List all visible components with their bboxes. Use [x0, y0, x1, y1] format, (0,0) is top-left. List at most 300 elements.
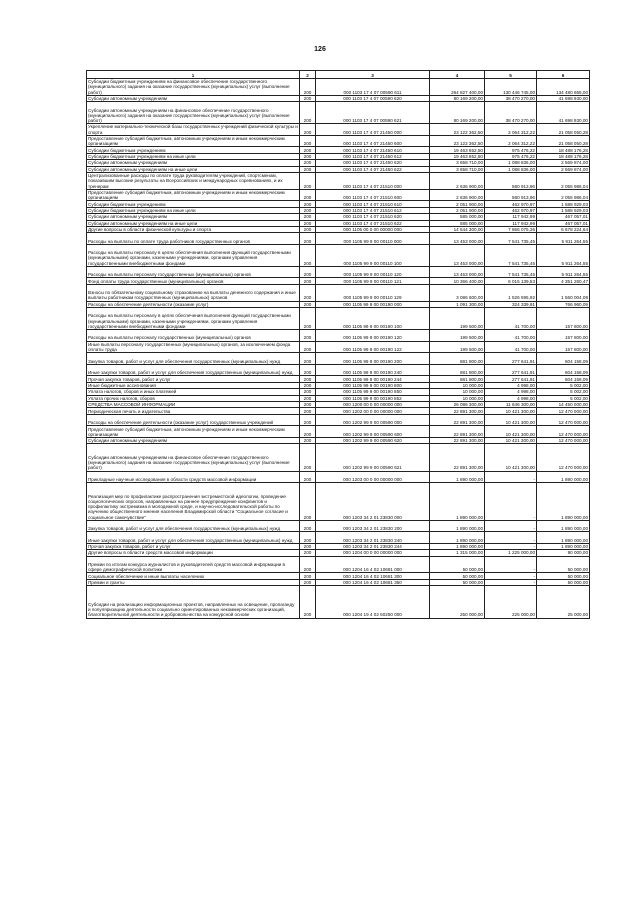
row-code-cell: 000 1204 16 4 02 10681 350: [316, 579, 430, 585]
table-row: [87, 124, 590, 136]
row-value-executed-cell: 117 942,99: [485, 220, 537, 226]
row-value-remaining-cell: 41 698 930,00: [537, 102, 590, 124]
row-org-cell: 200: [300, 244, 316, 266]
row-code-cell: 000 1103 17 4 07 00590 621: [316, 102, 430, 124]
row-value-executed-cell: 277 641,91: [485, 376, 537, 382]
row-code-cell: 000 1204 19 4 02 60250 000: [316, 586, 430, 618]
table-row: [87, 308, 590, 330]
row-code-cell: 000 1103 17 4 07 21510 620: [316, 214, 430, 220]
row-value-plan-cell: 22 891 300,00: [430, 444, 485, 471]
header-row: [87, 71, 590, 79]
row-code-cell: 000 1105 00 0 00 00000 000: [316, 226, 430, 232]
row-value-plan-cell: 22 891 300,00: [430, 408, 485, 414]
row-value-plan-cell: 50 000,00: [430, 579, 485, 585]
row-value-remaining-cell: 12 470 000,00: [537, 408, 590, 414]
row-value-plan-cell: 14 544 300,00: [430, 226, 485, 232]
row-value-plan-cell: 10 366 400,00: [430, 278, 485, 284]
row-name-cell: Расходы на выплаты персоналу в целях обеспечения выполнения функций государственными (муниципальными) органами, казенными учреждениями, органами управления государственными внебюджетными фондами: [87, 308, 300, 330]
row-name-cell: Субсидии на реализацию информационных проектов, направленных на освещение, пропаганду и популяризацию деятельности социально ориентированных некоммерческих организаций, благотворительной деятельности и добровольчества на конкурсной основе: [87, 586, 300, 618]
table-row: [87, 330, 590, 342]
table-row: [87, 244, 590, 266]
row-org-cell: 200: [300, 395, 316, 401]
row-value-plan-cell: 2 636 900,00: [430, 172, 485, 189]
row-name-cell: Предоставление субсидий бюджетным, автономным учреждениям и иным некоммерческим организациям: [87, 135, 300, 147]
table-row: [87, 266, 590, 278]
table-row: [87, 444, 590, 471]
row-org-cell: 200: [300, 573, 316, 579]
row-value-executed-cell: 1 526 595,92: [485, 284, 537, 301]
row-code-cell: 000 1204 16 4 02 10681 000: [316, 556, 430, 573]
row-code-cell: 000 1105 99 9 00 00110 121: [316, 278, 430, 284]
row-value-executed-cell: 41 700,00: [485, 308, 537, 330]
budget-table: [86, 70, 590, 619]
row-value-executed-cell: -: [485, 573, 537, 579]
row-name-cell: Социальное обеспечение и иные выплаты населению: [87, 573, 300, 579]
row-value-executed-cell: 975 476,22: [485, 153, 537, 159]
table-row: [87, 364, 590, 376]
row-value-plan-cell: 50 000,00: [430, 573, 485, 579]
row-value-remaining-cell: 157 800,00: [537, 341, 590, 353]
header-cell: 3: [316, 71, 430, 79]
row-org-cell: 200: [300, 135, 316, 147]
row-value-remaining-cell: 5 911 264,55: [537, 233, 590, 245]
row-org-cell: 200: [300, 364, 316, 376]
row-code-cell: 000 1103 17 4 07 21510 610: [316, 201, 430, 207]
row-value-executed-cell: -: [485, 483, 537, 521]
row-name-cell: Субсидии автономным учреждениям: [87, 95, 300, 101]
row-code-cell: 000 1105 99 9 00 00110 120: [316, 266, 430, 278]
row-value-plan-cell: 3 086 600,00: [430, 284, 485, 301]
row-value-remaining-cell: 604 158,09: [537, 376, 590, 382]
row-org-cell: 200: [300, 147, 316, 153]
row-value-executed-cell: -: [485, 471, 537, 483]
row-value-plan-cell: 1 890 000,00: [430, 471, 485, 483]
row-value-remaining-cell: 2 055 986,04: [537, 172, 590, 189]
row-name-cell: Закупка товаров, работ и услуг для обеспечения государственных (муниципальных) нужд: [87, 353, 300, 365]
row-org-cell: 200: [300, 471, 316, 483]
row-value-executed-cell: 2 064 312,22: [485, 135, 537, 147]
table-row: [87, 483, 590, 521]
row-code-cell: 000 1105 99 9 00 00110 100: [316, 244, 430, 266]
row-org-cell: 200: [300, 278, 316, 284]
row-name-cell: Субсидии автономным учреждениям: [87, 160, 300, 166]
row-value-plan-cell: 13 453 000,00: [430, 244, 485, 266]
row-value-remaining-cell: 467 057,01: [537, 214, 590, 220]
row-value-remaining-cell: 5 002,00: [537, 395, 590, 401]
row-value-plan-cell: 2 051 900,00: [430, 201, 485, 207]
row-org-cell: 200: [300, 266, 316, 278]
row-code-cell: 000 1203 34 2 01 23830 244: [316, 543, 430, 549]
row-org-cell: 200: [300, 532, 316, 544]
row-org-cell: 200: [300, 483, 316, 521]
row-code-cell: 000 1103 17 4 07 21450 612: [316, 153, 430, 159]
row-value-executed-cell: 10 421 300,00: [485, 408, 537, 414]
row-value-remaining-cell: 1 560 004,08: [537, 284, 590, 301]
row-org-cell: 200: [300, 124, 316, 136]
header-cell: 5: [485, 71, 537, 79]
row-name-cell: Премии и гранты: [87, 579, 300, 585]
row-value-remaining-cell: 2 569 874,00: [537, 166, 590, 172]
row-org-cell: 200: [300, 556, 316, 573]
page-number: 126: [314, 46, 326, 53]
row-code-cell: 000 1203 34 2 01 23830 200: [316, 520, 430, 532]
row-org-cell: 200: [300, 308, 316, 330]
row-value-executed-cell: 4 998,00: [485, 382, 537, 388]
row-value-executed-cell: -: [485, 543, 537, 549]
row-value-plan-cell: 1 890 000,00: [430, 520, 485, 532]
row-code-cell: 000 1203 34 2 01 23830 240: [316, 532, 430, 544]
row-value-executed-cell: 7 541 735,45: [485, 233, 537, 245]
row-org-cell: 200: [300, 79, 316, 96]
row-value-plan-cell: 22 891 300,00: [430, 437, 485, 443]
row-code-cell: 000 1200 00 0 00 00000 000: [316, 401, 430, 407]
row-code-cell: 000 1103 17 4 07 21510 612: [316, 207, 430, 213]
row-value-remaining-cell: 12 470 000,00: [537, 437, 590, 443]
row-name-cell: Фонд оплаты труда государственных (муниципальных) органов: [87, 278, 300, 284]
row-org-cell: 200: [300, 189, 316, 201]
row-value-plan-cell: 1 890 000,00: [430, 543, 485, 549]
row-name-cell: СРЕДСТВА МАССОВОЙ ИНФОРМАЦИИ: [87, 401, 300, 407]
row-name-cell: Закупка товаров, работ и услуг для обеспечения государственных (муниципальных) нужд: [87, 520, 300, 532]
row-value-remaining-cell: 12 470 000,00: [537, 444, 590, 471]
row-name-cell: Субсидии автономным учреждениям: [87, 437, 300, 443]
row-org-cell: 200: [300, 444, 316, 471]
row-name-cell: Централизованные расходы по оплате труда руководителям учреждений, спортсменам, показавшим высокие результаты на Всероссийских и международных соревнованиях, и их тренерам: [87, 172, 300, 189]
row-value-executed-cell: -: [485, 520, 537, 532]
row-value-remaining-cell: 2 055 986,04: [537, 189, 590, 201]
row-value-plan-cell: 2 051 900,00: [430, 207, 485, 213]
row-value-remaining-cell: 41 698 930,00: [537, 95, 590, 101]
row-org-cell: 200: [300, 220, 316, 226]
row-value-remaining-cell: 5 002,00: [537, 382, 590, 388]
row-value-executed-cell: -: [485, 532, 537, 544]
row-org-cell: 200: [300, 207, 316, 213]
row-value-executed-cell: 7 541 735,45: [485, 266, 537, 278]
row-org-cell: 200: [300, 95, 316, 101]
row-code-cell: 000 1105 99 9 00 00110 000: [316, 233, 430, 245]
row-value-executed-cell: 225 000,00: [485, 586, 537, 618]
row-value-plan-cell: 26 096 300,00: [430, 401, 485, 407]
row-value-plan-cell: 23 122 362,50: [430, 124, 485, 136]
row-code-cell: 000 1103 17 4 07 00590 620: [316, 95, 430, 101]
row-name-cell: Субсидии автономным учреждениям на иные цели: [87, 166, 300, 172]
row-value-executed-cell: 7 866 075,36: [485, 226, 537, 232]
row-code-cell: 000 1105 99 9 00 00190 000: [316, 301, 430, 307]
table-row: [87, 471, 590, 483]
row-value-executed-cell: 41 700,00: [485, 330, 537, 342]
row-value-plan-cell: 881 800,00: [430, 376, 485, 382]
row-value-remaining-cell: 5 911 264,55: [537, 266, 590, 278]
table-row: [87, 284, 590, 301]
row-value-plan-cell: 264 827 400,00: [430, 79, 485, 96]
row-value-plan-cell: 80 169 200,00: [430, 102, 485, 124]
row-code-cell: 000 1103 17 4 07 21510 000: [316, 172, 430, 189]
row-name-cell: Предоставление субсидий бюджетным, автономным учреждениям и иным некоммерческим организациям: [87, 426, 300, 438]
row-value-executed-cell: 1 225 000,00: [485, 550, 537, 556]
row-value-remaining-cell: 766 960,09: [537, 301, 590, 307]
row-code-cell: 000 1202 99 9 00 00590 600: [316, 426, 430, 438]
row-name-cell: Уплата прочих налогов, сборов: [87, 395, 300, 401]
row-org-cell: 200: [300, 376, 316, 382]
row-value-executed-cell: 4 998,00: [485, 389, 537, 395]
table-row: [87, 556, 590, 573]
table-row: [87, 341, 590, 353]
row-value-plan-cell: 3 658 710,00: [430, 166, 485, 172]
row-value-executed-cell: 117 942,99: [485, 214, 537, 220]
row-value-executed-cell: 462 970,97: [485, 201, 537, 207]
row-value-remaining-cell: 18 488 176,28: [537, 153, 590, 159]
row-name-cell: Субсидии бюджетным учреждениям на иные цели: [87, 153, 300, 159]
row-value-plan-cell: 10 000,00: [430, 389, 485, 395]
row-code-cell: 000 1103 17 4 07 21450 622: [316, 166, 430, 172]
row-value-plan-cell: 585 000,00: [430, 214, 485, 220]
row-value-plan-cell: 80 169 200,00: [430, 95, 485, 101]
row-name-cell: Прочая закупка товаров, работ и услуг: [87, 376, 300, 382]
row-value-plan-cell: 1 890 000,00: [430, 532, 485, 544]
row-name-cell: Расходы на обеспечение деятельности (оказание услуг) государственных учреждений: [87, 414, 300, 426]
table-body: [87, 79, 590, 619]
row-org-cell: 200: [300, 389, 316, 395]
table-row: [87, 135, 590, 147]
row-org-cell: 200: [300, 153, 316, 159]
row-value-remaining-cell: 18 488 176,28: [537, 147, 590, 153]
row-value-executed-cell: -: [485, 579, 537, 585]
row-code-cell: 000 1105 99 9 00 00190 244: [316, 376, 430, 382]
row-value-executed-cell: 277 641,91: [485, 364, 537, 376]
row-value-plan-cell: 10 000,00: [430, 382, 485, 388]
row-value-plan-cell: 881 800,00: [430, 353, 485, 365]
row-org-cell: 200: [300, 586, 316, 618]
row-name-cell: Уплата налогов, сборов и иных платежей: [87, 389, 300, 395]
row-name-cell: Субсидии автономным учреждениям на иные цели: [87, 220, 300, 226]
row-name-cell: Предоставление субсидий бюджетным, автономным учреждениям и иным некоммерческим организациям: [87, 189, 300, 201]
row-code-cell: 000 1105 99 9 00 00190 200: [316, 353, 430, 365]
row-org-cell: 200: [300, 426, 316, 438]
row-value-remaining-cell: 1 890 000,00: [537, 471, 590, 483]
row-code-cell: 000 1103 17 4 07 21510 600: [316, 189, 430, 201]
row-value-plan-cell: 199 500,00: [430, 308, 485, 330]
row-code-cell: 000 1103 17 4 07 21450 600: [316, 135, 430, 147]
row-value-executed-cell: 1 088 836,00: [485, 166, 537, 172]
row-value-remaining-cell: 25 000,00: [537, 586, 590, 618]
row-org-cell: 200: [300, 401, 316, 407]
row-org-cell: 200: [300, 550, 316, 556]
table-row: [87, 233, 590, 245]
row-value-remaining-cell: 14 450 000,00: [537, 401, 590, 407]
table-row: [87, 79, 590, 96]
row-value-remaining-cell: 604 158,09: [537, 364, 590, 376]
table-row: [87, 353, 590, 365]
row-code-cell: 000 1105 99 9 00 00190 800: [316, 382, 430, 388]
row-code-cell: 000 1105 99 9 00 00190 850: [316, 389, 430, 395]
row-value-remaining-cell: 604 158,09: [537, 353, 590, 365]
row-code-cell: 000 1103 17 4 07 00590 611: [316, 79, 430, 96]
row-value-plan-cell: 23 122 362,50: [430, 135, 485, 147]
header-cell: 1: [87, 71, 300, 79]
row-org-cell: 200: [300, 172, 316, 189]
row-value-remaining-cell: 5 002,00: [537, 389, 590, 395]
row-code-cell: 000 1105 99 9 00 00190 100: [316, 308, 430, 330]
row-value-executed-cell: 975 476,22: [485, 147, 537, 153]
row-name-cell: Премии по итогам конкурса журналистов и руководителей средств массовой информации в сфере демографической политики: [87, 556, 300, 573]
row-name-cell: Субсидии бюджетным учреждениям: [87, 147, 300, 153]
row-value-plan-cell: 585 000,00: [430, 220, 485, 226]
row-name-cell: Реализация мер по профилактике распространения экстремистской идеологии, проведение социологических опросов, направленных на раннее предупреждение конфликтов и профилактику экстремизма в молодежной среде, и научно-исследовательской работы по изучению общественного мнения населения Владимирской области "Социальное согласие и социальное самочувствие": [87, 483, 300, 521]
row-value-remaining-cell: 12 470 000,00: [537, 426, 590, 438]
row-org-cell: 200: [300, 102, 316, 124]
row-org-cell: 200: [300, 437, 316, 443]
row-code-cell: 000 1202 99 9 00 00590 621: [316, 444, 430, 471]
row-name-cell: Другие вопросы в области средств массовой информации: [87, 550, 300, 556]
row-value-executed-cell: 462 970,97: [485, 207, 537, 213]
row-value-plan-cell: 3 658 710,00: [430, 160, 485, 166]
row-value-executed-cell: 10 421 300,00: [485, 444, 537, 471]
row-value-remaining-cell: 5 911 264,55: [537, 244, 590, 266]
table-row: [87, 172, 590, 189]
row-value-remaining-cell: 50 000,00: [537, 556, 590, 573]
row-org-cell: 200: [300, 160, 316, 166]
row-org-cell: 200: [300, 579, 316, 585]
row-value-remaining-cell: 1 890 000,00: [537, 532, 590, 544]
row-org-cell: 200: [300, 214, 316, 220]
row-value-executed-cell: 580 913,96: [485, 189, 537, 201]
row-value-remaining-cell: 134 480 655,00: [537, 79, 590, 96]
row-value-remaining-cell: 21 058 050,28: [537, 124, 590, 136]
row-value-remaining-cell: 12 470 000,00: [537, 414, 590, 426]
row-value-plan-cell: 50 000,00: [430, 556, 485, 573]
row-name-cell: Периодическая печать и издательства: [87, 408, 300, 414]
row-org-cell: 200: [300, 414, 316, 426]
row-name-cell: Прикладные научные исследования в области средств массовой информации: [87, 471, 300, 483]
row-value-remaining-cell: 50 000,00: [537, 573, 590, 579]
row-org-cell: 200: [300, 284, 316, 301]
row-value-plan-cell: 13 453 000,00: [430, 266, 485, 278]
row-value-executed-cell: 10 421 300,00: [485, 426, 537, 438]
row-value-remaining-cell: 21 058 050,28: [537, 135, 590, 147]
row-value-executed-cell: 2 064 312,22: [485, 124, 537, 136]
row-name-cell: Субсидии автономным учреждениям: [87, 214, 300, 220]
row-value-executed-cell: 324 339,91: [485, 301, 537, 307]
row-org-cell: 200: [300, 520, 316, 532]
row-code-cell: 000 1202 00 0 00 00000 000: [316, 408, 430, 414]
row-name-cell: Субсидии автономным учреждениям на финансовое обеспечение государственного (муниципального) задания на оказание государственных (муниципальных) услуг (выполнение работ): [87, 102, 300, 124]
row-org-cell: 200: [300, 353, 316, 365]
row-value-plan-cell: 10 000,00: [430, 395, 485, 401]
row-name-cell: Расходы на выплаты персоналу государственных (муниципальных) органов: [87, 330, 300, 342]
row-value-executed-cell: 7 541 735,45: [485, 244, 537, 266]
row-code-cell: 000 1103 17 4 07 21450 000: [316, 124, 430, 136]
table-row: [87, 102, 590, 124]
row-value-executed-cell: 1 088 836,00: [485, 160, 537, 166]
row-org-cell: 200: [300, 166, 316, 172]
row-value-plan-cell: 1 091 300,00: [430, 301, 485, 307]
row-org-cell: 200: [300, 233, 316, 245]
row-name-cell: Субсидии бюджетным учреждениям: [87, 201, 300, 207]
row-name-cell: Иные выплаты персоналу государственных (муниципальных) органов, за исключением фонда оплаты труда: [87, 341, 300, 353]
row-code-cell: 000 1105 99 9 00 00190 852: [316, 395, 430, 401]
row-value-plan-cell: 13 453 000,00: [430, 233, 485, 245]
row-code-cell: 000 1203 00 0 00 00000 000: [316, 471, 430, 483]
row-value-remaining-cell: 1 890 000,00: [537, 483, 590, 521]
row-value-plan-cell: 2 636 900,00: [430, 189, 485, 201]
row-value-remaining-cell: 1 588 929,03: [537, 201, 590, 207]
row-name-cell: Другие вопросы в области физической культуры и спорта: [87, 226, 300, 232]
row-value-plan-cell: 22 891 300,00: [430, 414, 485, 426]
row-org-cell: 200: [300, 408, 316, 414]
row-value-executed-cell: 580 913,96: [485, 172, 537, 189]
row-value-plan-cell: 250 000,00: [430, 586, 485, 618]
row-code-cell: 000 1204 16 4 02 10681 300: [316, 573, 430, 579]
row-value-plan-cell: 199 500,00: [430, 341, 485, 353]
row-value-remaining-cell: 4 351 260,47: [537, 278, 590, 284]
row-value-executed-cell: 130 446 745,00: [485, 79, 537, 96]
row-value-executed-cell: 11 646 300,00: [485, 401, 537, 407]
table-row: [87, 586, 590, 618]
row-value-remaining-cell: 6 678 224,64: [537, 226, 590, 232]
row-name-cell: Прочая закупка товаров, работ и услуг: [87, 543, 300, 549]
row-org-cell: 200: [300, 341, 316, 353]
row-code-cell: 000 1103 17 4 07 21510 622: [316, 220, 430, 226]
table-row: [87, 426, 590, 438]
row-value-remaining-cell: 467 057,01: [537, 220, 590, 226]
row-value-remaining-cell: 1 588 929,03: [537, 207, 590, 213]
row-value-executed-cell: 10 421 300,00: [485, 414, 537, 426]
row-value-executed-cell: 38 470 270,00: [485, 95, 537, 101]
table-row: [87, 520, 590, 532]
row-value-plan-cell: 19 463 652,50: [430, 147, 485, 153]
row-value-remaining-cell: 1 890 000,00: [537, 543, 590, 549]
row-org-cell: 200: [300, 201, 316, 207]
row-value-plan-cell: 1 890 000,00: [430, 483, 485, 521]
row-name-cell: Расходы на выплаты персоналу государственных (муниципальных) органов: [87, 266, 300, 278]
table-row: [87, 414, 590, 426]
row-value-plan-cell: 199 500,00: [430, 330, 485, 342]
row-name-cell: Иные закупки товаров, работ и услуг для обеспечения государственных (муниципальных) нужд: [87, 364, 300, 376]
header-cell: 2: [300, 71, 316, 79]
row-value-remaining-cell: 2 569 874,00: [537, 160, 590, 166]
row-value-executed-cell: 277 641,91: [485, 353, 537, 365]
row-value-remaining-cell: 157 800,00: [537, 330, 590, 342]
row-value-executed-cell: 6 015 139,53: [485, 278, 537, 284]
header-cell: 4: [430, 71, 485, 79]
row-org-cell: 200: [300, 543, 316, 549]
row-name-cell: Взносы по обязательному социальному страхованию на выплаты денежного содержания и иные выплаты работникам государственных (муниципальных) органов: [87, 284, 300, 301]
row-name-cell: Расходы на обеспечение деятельности (оказание услуг): [87, 301, 300, 307]
row-value-plan-cell: 22 891 300,00: [430, 426, 485, 438]
row-value-executed-cell: -: [485, 556, 537, 573]
row-value-remaining-cell: 1 890 000,00: [537, 520, 590, 532]
row-code-cell: 000 1105 99 9 00 00190 122: [316, 341, 430, 353]
row-name-cell: Расходы на выплаты персоналу в целях обеспечения выполнения функций государственными (муниципальными) органами, казенными учреждениями, органами управления государственными внебюджетными фондами: [87, 244, 300, 266]
row-value-executed-cell: 4 998,00: [485, 395, 537, 401]
row-name-cell: Расходы на выплаты по оплате труда работников государственных органов: [87, 233, 300, 245]
row-code-cell: 000 1204 00 0 00 00000 000: [316, 550, 430, 556]
row-name-cell: Укрепление материально-технической базы государственных учреждений физической культуры и спорта: [88, 124, 298, 135]
row-code-cell: 000 1105 99 9 00 00190 240: [316, 364, 430, 376]
row-code-cell: 000 1103 17 4 07 21450 610: [316, 147, 430, 153]
row-value-executed-cell: 41 700,00: [485, 341, 537, 353]
row-value-plan-cell: 881 800,00: [430, 364, 485, 376]
row-value-remaining-cell: 157 800,00: [537, 308, 590, 330]
row-name-cell: Субсидии бюджетным учреждениям на финансовое обеспечение государственного (муниципального) задания на оказание государственных (муниципальных) услуг (выполнение работ): [87, 79, 300, 96]
row-name-cell: Субсидии бюджетным учреждениям на иные цели: [87, 207, 300, 213]
row-code-cell: 000 1103 17 4 07 21450 620: [316, 160, 430, 166]
row-value-executed-cell: 38 470 270,00: [485, 102, 537, 124]
row-value-plan-cell: 1 315 000,00: [430, 550, 485, 556]
row-name-cell: Иные бюджетные ассигнования: [87, 382, 300, 388]
table-row: [87, 532, 590, 544]
row-org-cell: 200: [300, 226, 316, 232]
